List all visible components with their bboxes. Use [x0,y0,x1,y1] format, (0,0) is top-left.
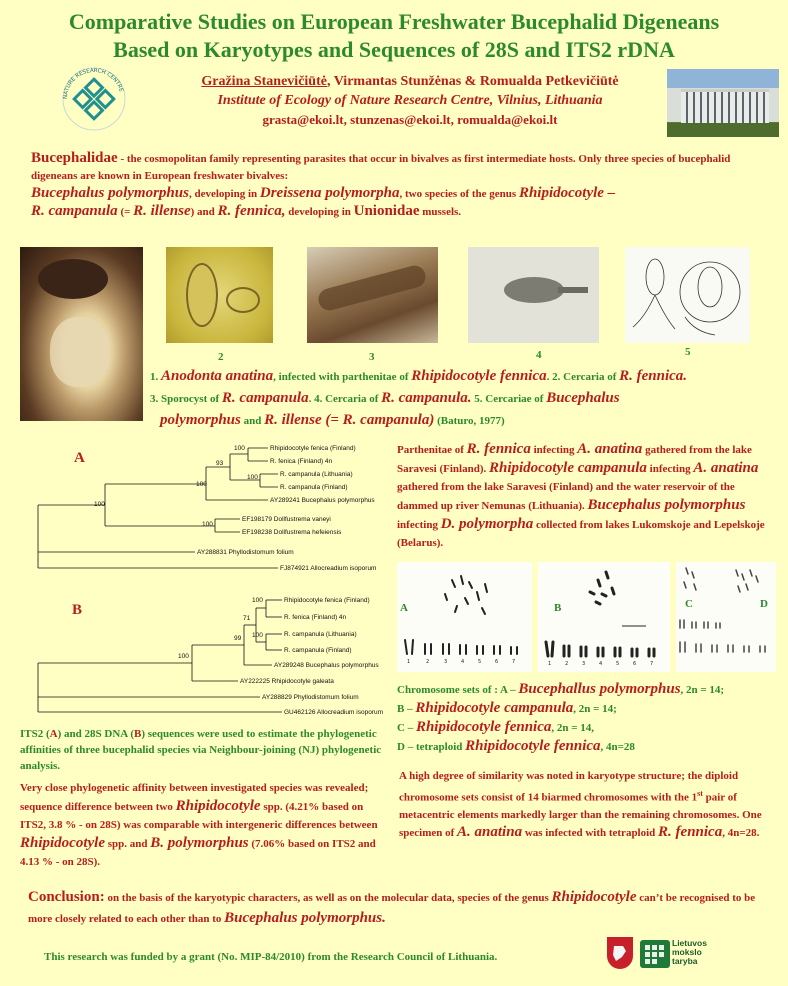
svg-text:NATURE RESEARCH CENTRE: NATURE RESEARCH CENTRE [62,67,124,100]
caption-species: R. fennica. [619,368,688,384]
institute-line: Institute of Ecology of Nature Research Centre, Vilnius, Lithuania [217,93,603,108]
tree-b-taxon: AY222225 Rhipidocotyle galeata [240,678,334,685]
parthenitae-species: R. fennica [466,441,531,457]
chromsets-text: D – tetraploid [397,741,466,753]
photo-1-anodonta-anatina [20,247,143,421]
caption-species: Bucephalus [546,390,620,406]
chromosome-pair-number: 2 [565,661,569,667]
intro-text: (= [117,206,134,218]
chromsets-text: , 4n=28 [600,741,635,753]
photos-caption [150,366,780,432]
bootstrap-value: 100 [252,632,263,639]
chromosome-pair-number: 5 [616,661,620,667]
parthenitae-text: infecting [530,444,578,456]
caption-species: R. illense (= R. campanula) [264,412,435,428]
chromosome-pair-number: 2 [426,659,430,665]
parthenitae-paragraph [397,440,775,552]
karyotype-paragraph [399,768,769,842]
genus-rhipidocotyle: Rhipidocotyle – [518,185,616,201]
tree-a-label: A [74,450,85,466]
tree-b-taxon: R. campanula (Finland) [284,647,352,654]
caption-text: . 2. Cercaria of [546,371,620,383]
parthenitae-text: collected from lakes Lukomskoje and Lepelskoje (Belarus). [397,519,765,549]
bootstrap-value: 100 [94,501,105,508]
tree-a-taxon: Rhipidocotyle fenica (Finland) [270,445,356,452]
photo-number: 4 [536,349,542,361]
caption-text: 1. [150,371,161,383]
institute-building-photo [667,69,779,137]
caption-species: R. campanula. [381,390,472,406]
chromosome-pair-number: 1 [407,659,411,665]
research-council-icon [640,940,670,968]
tree-a-taxon: R. fenica (Finland) 4n [270,458,333,465]
tree-b-taxon: AY288829 Phyllodistomum folium [262,694,359,701]
photo-2-cercaria-fennica [166,247,273,343]
karyotype-panel-cd [676,562,776,672]
intro-text: , developing in [188,188,260,200]
tree-b-taxon: AY289248 Bucephalus polymorphus [274,662,379,669]
photo-number: 2 [218,351,224,363]
chromsets-text: , 2n = 14, [551,722,594,734]
research-council-logo-text: Lietuvos mokslo taryba [672,938,707,966]
parthenitae-text: gathered from the lake Saravesi (Finland). [397,444,752,475]
photo-number: 5 [685,346,691,358]
parthenitae-text: Parthenitae of [397,444,467,456]
caption-species: Anodonta anatina [161,368,274,384]
species-campanula: R. campanula [31,203,118,219]
chromosome-pair-number: 5 [478,659,482,665]
intro-text: ) and [190,206,218,218]
chromosome-pair-number: 4 [461,659,465,665]
chromsets-text: , 2n = 14; [680,684,725,696]
photo-5-cercariae-drawing [625,247,750,343]
caption-text: and [240,415,265,427]
bootstrap-value: 100 [202,521,213,528]
intro-text: , two species of the genus [399,188,519,200]
caption-text: , infected with parthenitae of [273,371,412,383]
parthenitae-species: Rhipidocotyle campanula [488,460,647,476]
phylogenetic-tree-b [20,592,390,722]
its2-text: ) sequences were used to estimate the phylogenetic affinities of three bucephalid species via Neighbour-joining (NJ) phylogenetic analysis. [20,728,382,772]
intro-text: - the cosmopolitan family representing parasites that occur in bivalves as first intermediate hosts. Only three species of bucephalid digeneans are known in European freshwater bivalves: [31,153,731,182]
karyotype-text: , 4n=28. [722,826,760,839]
parthenitae-text: infecting [646,463,694,475]
chromosome-pair-number: 3 [444,659,448,665]
conclusion-species: Bucephalus polymorphus. [224,910,386,926]
parthenitae-species: D. polymorpha [440,516,534,532]
its2-text: ) and 28S DNA ( [57,728,135,740]
conclusion-paragraph [28,887,773,929]
chromosome-pair-number: 6 [633,661,637,667]
chromsets-species: Rhipidocotyle fennica [415,719,552,735]
its2-text: B [134,728,142,740]
caption-species: Rhipidocotyle fennica [411,368,547,384]
bootstrap-value: 100 [178,653,189,660]
karyotype-label: C [685,598,693,610]
superscript: st [697,789,703,798]
photo-number: 3 [369,351,375,363]
first-author: Gražina Stanevičiūtė [201,74,327,89]
emails-line: grasta@ekoi.lt, stunzenas@ekoi.lt, romualda@ekoi.lt [262,112,558,127]
caption-text: 3. Sporocyst of [150,393,222,405]
conclusion-heading: Conclusion: [28,889,105,905]
chromsets-text: C – [397,722,416,734]
species-bucephalus: Bucephalus polymorphus [31,185,189,201]
chromsets-species: Bucephallus polymorphus [518,681,681,697]
tree-a-taxon: R. campanula (Lithuania) [280,471,353,478]
chromsets-species: Rhipidocotyle fennica [465,738,601,754]
chromsets-text: Chromosome sets of : A – [397,684,519,696]
nature-research-centre-logo [55,66,133,132]
affinity-text: Very close phylogenetic affinity between investigated species was revealed; sequence difference between two [20,782,369,813]
tree-a-taxon: FJ874921 Allocreadium isoporum [280,565,377,572]
species-illense: R. illense [133,203,191,219]
parthenitae-species: A. anatina [577,441,643,457]
photo-4-cercaria-campanula [468,247,599,343]
family-unionidae: Unionidae [353,203,420,219]
bootstrap-value: 93 [216,460,224,467]
karyotype-panel-b [538,562,670,672]
tree-a-taxon: R. campanula (Finland) [280,484,348,491]
affinity-paragraph [20,779,390,871]
phylogenetic-tree-a [20,438,390,578]
funding-statement: This research was funded by a grant (No. MIP-84/2010) from the Research Council of Lithuania. [44,951,498,963]
caption-species: R. campanula [221,390,309,406]
bootstrap-value: 100 [234,445,245,452]
tree-a-taxon: EF198238 Dollfustrema hefeiensis [242,529,342,536]
parthenitae-text: infecting [397,519,441,531]
its2-text: A [49,728,58,740]
karyotype-label: A [400,602,408,614]
tree-a-taxon: AY288831 Phyllodistomum folium [197,549,294,556]
intro-text: developing in [285,206,354,218]
bootstrap-value: 100 [252,597,263,604]
species-fennica: R. fennica, [217,203,286,219]
bootstrap-value: 100 [247,474,258,481]
affinity-text: spp. (4.21% based on ITS2, 3.8 % - on 28S) was comparable with intergeneric differences between [20,801,378,831]
chromsets-species: Rhipidocotyle campanula [415,700,574,716]
other-authors: , Virmantas Stunžėnas & Romualda Petkevičiūtė [326,74,619,89]
caption-text: . 4. Cercaria of [308,393,382,405]
tree-b-taxon: Rhipidocotyle fenica (Finland) [284,597,370,604]
affinity-text: (7.06% based on ITS2 and 4.13 % - on 28S). [20,838,376,868]
affinity-text: spp. and [105,838,151,850]
karyotype-species: R. fennica [658,823,723,840]
karyotype-text: was infected with tetraploid [522,826,659,839]
conclusion-text: on the basis of the karyotypic characters, as well as on the molecular data, species of the genus [104,892,552,904]
tree-a-taxon: AY289241 Bucephalus polymorphus [270,497,375,504]
tree-b-label: B [72,602,83,618]
intro-paragraph [31,150,761,221]
parthenitae-species: Bucephalus polymorphus [587,497,746,513]
poster-title-line2: Based on Karyotypes and Sequences of 28S and ITS2 rDNA [113,37,675,62]
chromosome-pair-number: 6 [495,659,499,665]
affinity-species: Rhipidocotyle [175,798,261,814]
karyotype-label: B [554,602,562,614]
chromosome-pair-number: 7 [512,659,516,665]
karyotype-label: D [760,598,768,610]
chromosome-pair-number: 4 [599,661,603,667]
karyotype-text: pair of metacentric elements markedly larger than the remaining chromosomes. One specimen of [399,791,762,839]
affinity-species: Rhipidocotyle [20,835,105,851]
family-name: Bucephalidae [31,150,118,166]
affinity-species: B. polymorphus [150,835,249,851]
bootstrap-value: 71 [243,615,251,622]
tree-b-taxon: GU462126 Allocreadium isoporum [284,709,383,716]
bootstrap-value: 100 [196,481,207,488]
species-dreissena: Dreissena polymorpha [259,185,400,201]
poster-title-line1: Comparative Studies on European Freshwater Bucephalid Digeneans [68,9,720,34]
karyotype-text: A high degree of similarity was noted in karyotype structure; the diploid chromosome sets consist of 14 biarmed chromosomes with the 1 [399,770,739,804]
chromsets-text: , 2n = 14; [573,703,617,715]
tree-b-taxon: R. fenica (Finland) 4n [284,614,347,621]
conclusion-species: Rhipidocotyle [551,889,637,905]
chromsets-text: B – [397,703,416,715]
lithuanian-coat-of-arms [607,937,633,969]
caption-text: (Baturo, 1977) [434,415,505,427]
its2-paragraph [20,726,385,774]
chromosome-pair-number: 7 [650,661,654,667]
caption-species: polymorphus [160,412,241,428]
tree-b-taxon: R. campanula (Lithuania) [284,631,357,638]
chromosome-sets-caption [397,680,782,756]
chromosome-pair-number: 1 [548,661,552,667]
bootstrap-value: 99 [234,635,242,642]
caption-text: 5. Cercariae of [471,393,547,405]
conclusion-text: can’t be recognised to be more closely related to each other than to [28,892,756,925]
parthenitae-text: gathered from the lake Saravesi (Finland) and the water reservoir of the dammed up river Nemunas (Lithuania). [397,481,735,512]
authors-line [150,74,670,90]
intro-text: mussels. [419,206,462,218]
parthenitae-species: A. anatina [693,460,759,476]
chromosome-pair-number: 3 [582,661,586,667]
tree-a-taxon: EF198179 Dollfustrema vaneyi [242,516,331,523]
photo-3-sporocyst-campanula [307,247,438,343]
karyotype-species: A. anatina [457,823,523,840]
its2-text: ITS2 ( [20,728,50,740]
karyotype-panel-a [397,562,532,672]
